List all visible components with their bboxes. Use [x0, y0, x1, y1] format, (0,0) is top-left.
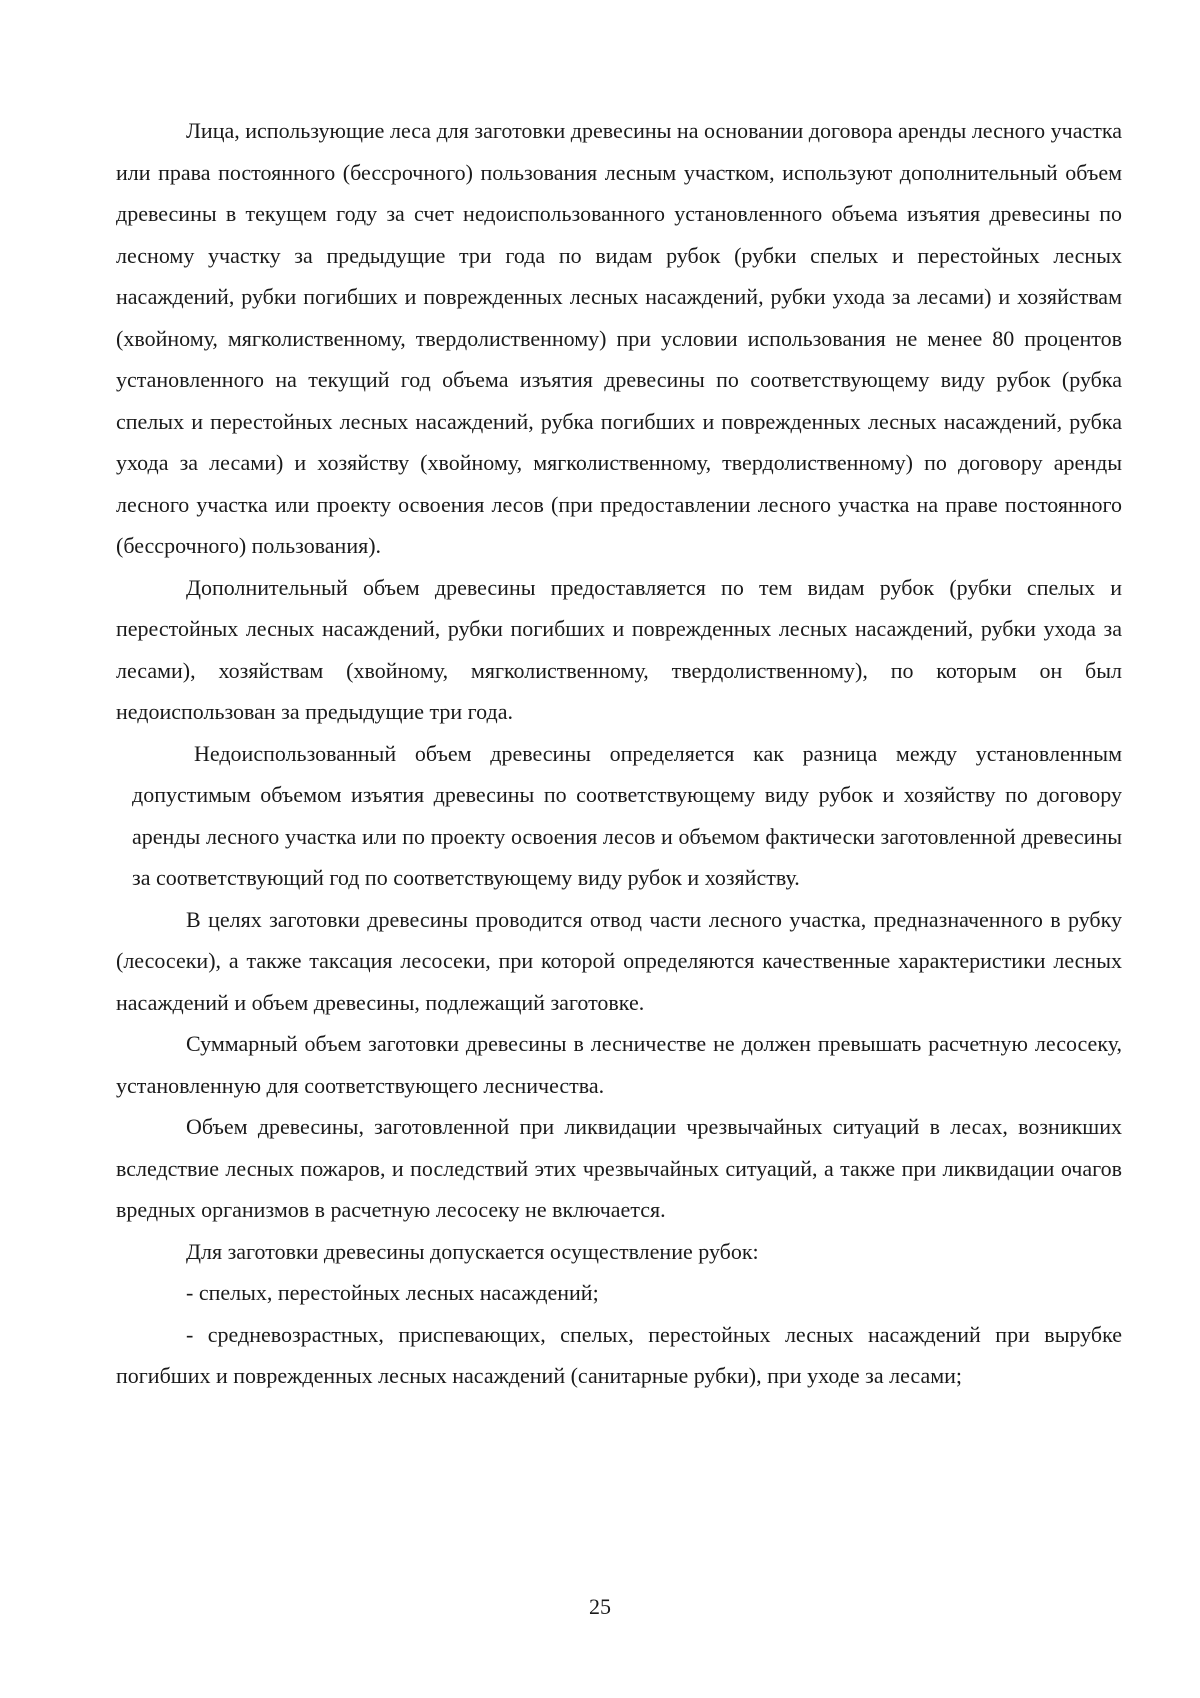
paragraph-additional-volume-provision: Дополнительный объем древесины предоставляется по тем видам рубок (рубки спелых и перестойных лесных насаждений, рубки погибших и поврежденных лесных насаждений, рубки ухода за лесами), хозяйствам (хвойному, мягколиственному, твердолиственному), по которым он был недоиспользован за предыдущие три года. — [116, 574, 1122, 724]
paragraph-additional-volume-use: Лица, использующие леса для заготовки древесины на основании договора аренды лесного участка или права постоянного (бессрочного) пользования лесным участком, используют дополнительный объем древесины в текущем году за счет недоиспользованного установленного объема изъятия древесины по лесному участку за предыдущие три года по видам рубок (рубки спелых и перестойных лесных насаждений, рубки погибших и поврежденных лесных насаждений, рубки ухода за лесами) и хозяйствам (хвойному, мягколиственному, твердолиственному) при условии использования не менее 80 процентов установленного на текущий год объема изъятия древесины по соответствующему виду рубок (рубка спелых и перестойных лесных насаждений, рубка погибших и поврежденных лесных насаждений, рубка ухода за лесами) и хозяйству (хвойному, мягколиственному, твердолиственному) по договору аренды лесного участка или проекту освоения лесов (при предоставлении лесного участка на праве постоянного (бессрочного) пользования). — [116, 118, 1122, 558]
list-item-sanitary-cuttings: - средневозрастных, приспевающих, спелых, перестойных лесных насаждений при вырубке погибших и поврежденных лесных насаждений (санитарные рубки), при уходе за лесами; — [116, 1321, 1122, 1388]
paragraph-unused-volume-definition: Недоиспользованный объем древесины определяется как разница между установленным допустимым объемом изъятия древесины по соответствующему виду рубок и хозяйству по договору аренды лесного участка или по проекту освоения лесов и объемом фактически заготовленной древесины за соответствующий год по соответствующему виду рубок и хозяйству. — [132, 740, 1122, 890]
list-item-mature-stands: - спелых, перестойных лесных насаждений; — [186, 1280, 599, 1305]
paragraph-permitted-cuttings-intro: Для заготовки древесины допускается осуществление рубок: — [186, 1238, 759, 1264]
paragraph-emergency-exclusion: Объем древесины, заготовленной при ликвидации чрезвычайных ситуаций в лесах, возникших вследствие лесных пожаров, и последствий этих чрезвычайных ситуаций, а также при ликвидации очагов вредных организмов в расчетную лесосеку не включается. — [116, 1114, 1122, 1222]
paragraph-total-harvest-limit: Суммарный объем заготовки древесины в лесничестве не должен превышать расчетную лесосеку, установленную для соответствующего лесничества. — [116, 1031, 1122, 1098]
paragraph-allotment-taxation: В целях заготовки древесины проводится отвод части лесного участка, предназначенного в рубку (лесосеки), а также таксация лесосеки, при которой определяются качественные характеристики лесных насаждений и объем древесины, подлежащий заготовке. — [116, 906, 1122, 1015]
document-body — [116, 110, 1122, 1397]
page-number: 25 — [589, 1594, 611, 1619]
